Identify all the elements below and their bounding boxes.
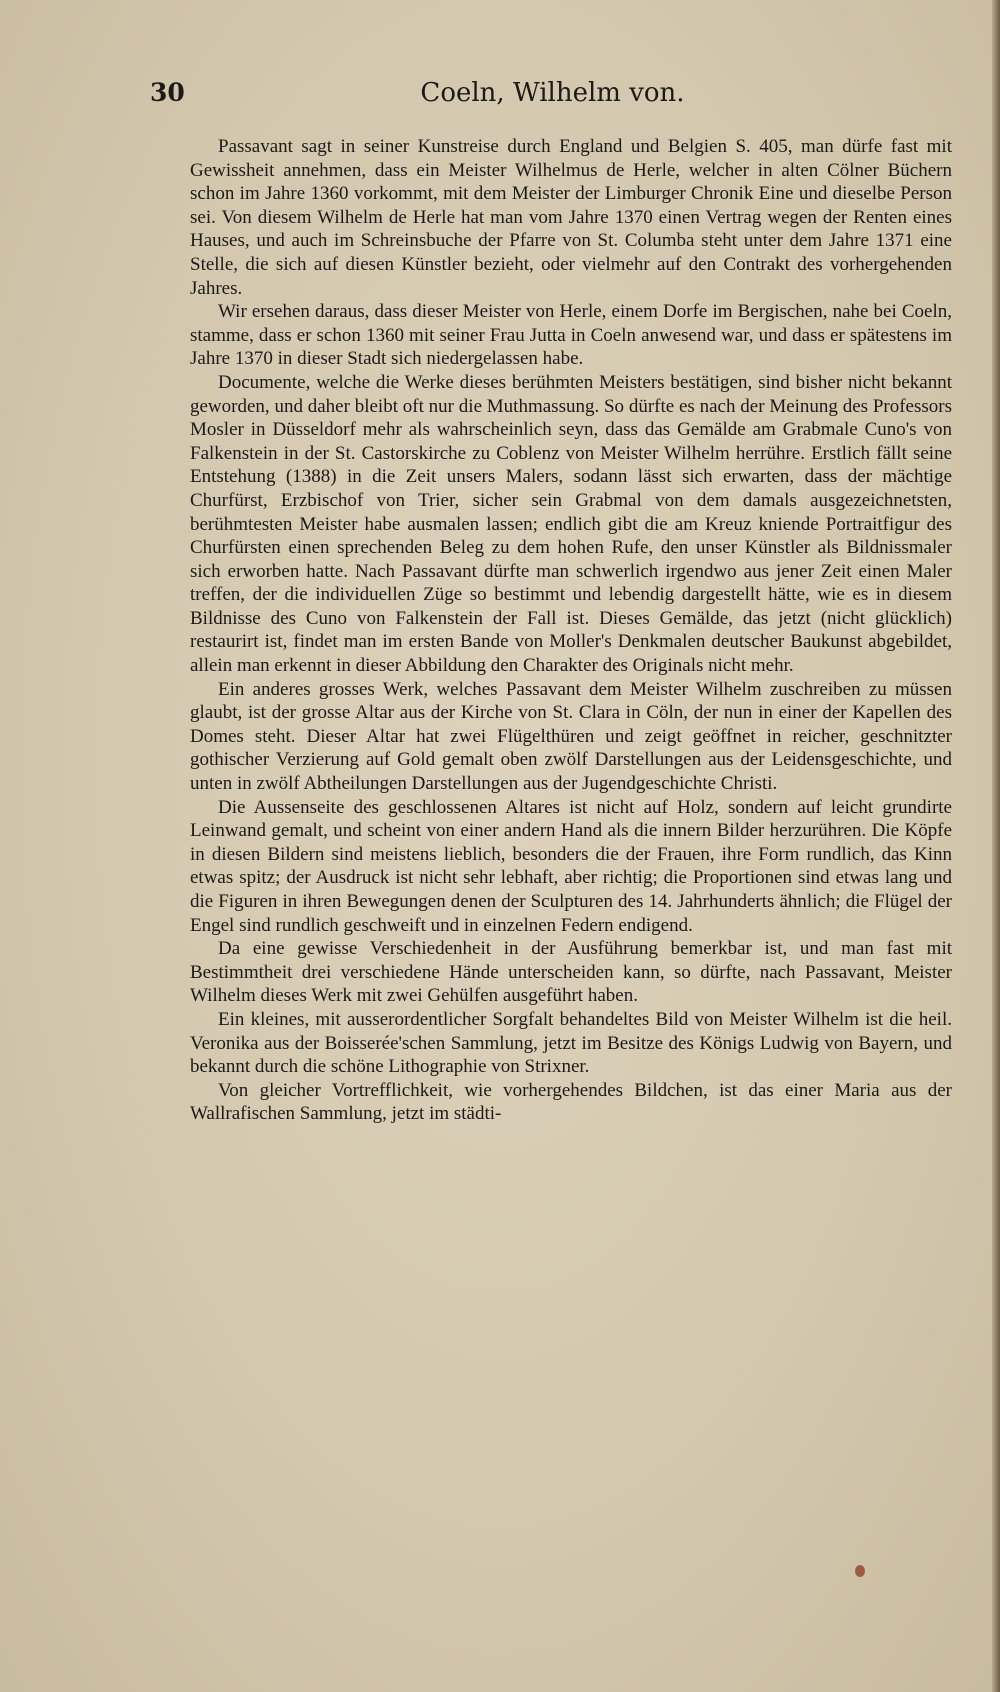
page-edge-shadow xyxy=(992,0,1000,1692)
paragraph: Ein anderes grosses Werk, welches Passavant dem Meister Wilhelm zuschreiben zu müssen glaubt, ist der grosse Altar aus der Kirche von St. Clara in Cöln, der nun in einer der Kapellen des Domes steht. Dieser Altar hat zwei Flügelthüren und zeigt geöffnet in reicher, geschnitzter gothischer Verzierung auf Gold gemalt oben zwölf Darstellungen aus der Leidensgeschichte, und unten in zwölf Abtheilungen Darstellungen aus der Jugendgeschichte Christi. xyxy=(190,678,952,795)
ink-blotch xyxy=(855,1565,865,1577)
page-header xyxy=(150,78,955,118)
paragraph: Ein kleines, mit ausserordentlicher Sorgfalt behandeltes Bild von Meister Wilhelm ist die heil. Veronika aus der Boisserée'schen Sammlung, jetzt im Besitze des Königs Ludwig von Bayern, und bekannt durch die schöne Lithographie von Strixner. xyxy=(190,1008,952,1078)
paragraph: Passavant sagt in seiner Kunstreise durch England und Belgien S. 405, man dürfe fast mit Gewissheit annehmen, dass ein Meister Wilhelmus de Herle, welcher in alten Cölner Büchern schon im Jahre 1360 vorkommt, mit dem Meister der Limburger Chronik Eine und dieselbe Person sei. Von diesem Wilhelm de Herle hat man vom Jahre 1370 einen Vertrag wegen der Renten eines Hauses, und auch im Schreinsbuche der Pfarre von St. Columba steht unter dem Jahre 1371 eine Stelle, die sich auf diesen Künstler bezieht, oder vielmehr auf den Contrakt des vorhergehenden Jahres. xyxy=(190,136,952,299)
body-text xyxy=(190,135,952,1126)
page-number: 30 xyxy=(150,78,185,107)
paragraph: Da eine gewisse Verschiedenheit in der Ausführung bemerkbar ist, und man fast mit Bestimmtheit drei verschiedene Hände unterscheiden kann, so dürfte, nach Passavant, Meister Wilhelm dieses Werk mit zwei Gehülfen ausgeführt haben. xyxy=(190,938,952,1007)
paragraph: Die Aussenseite des geschlossenen Altares ist nicht auf Holz, sondern auf leicht grundirte Leinwand gemalt, und scheint von einer andern Hand als die innern Bilder herzurühren. Die Köpfe in diesen Bildern sind meistens lieblich, besonders die der Frauen, ihre Form rundlich, das Kinn etwas spitz; der Ausdruck ist nicht sehr lebhaft, aber richtig; die Proportionen sind etwas lang und die Figuren in ihren Bewegungen denen der Sculpturen des 14. Jahrhunderts ähnlich; die Flügel der Engel sind rundlich geschweift und in einzelnen Federn endigend. xyxy=(190,796,952,936)
running-head: Coeln, Wilhelm von. xyxy=(420,78,685,108)
paragraph: Von gleicher Vortrefflichkeit, wie vorhergehendes Bildchen, ist das einer Maria aus der Wallrafischen Sammlung, jetzt im städti- xyxy=(190,1079,952,1125)
paragraph: Documente, welche die Werke dieses berühmten Meisters bestätigen, sind bisher nicht bekannt geworden, und daher bleibt oft nur die Muthmassung. So dürfte es nach der Meinung des Professors Mosler in Düsseldorf mehr als wahrscheinlich seyn, dass das Gemälde am Grabmale Cuno's von Falkenstein in der St. Castorskirche zu Coblenz von Meister Wilhelm herrühre. Erstlich fällt seine Entstehung (1388) in die Zeit unsers Malers, sodann lässt sich erwarten, dass der mächtige Churfürst, Erzbischof von Trier, sicher sein Grabmal von dem damals ausgezeichnetsten, berühmtesten Meister habe ausmalen lassen; endlich gibt die am Kreuz kniende Portraitfigur des Churfürsten einen sprechenden Beleg zu dem hohen Rufe, den unser Künstler als Bildnissmaler sich erworben hatte. Nach Passavant dürfte man schwerlich irgendwo aus jener Zeit einen Maler treffen, der die individuellen Züge so bestimmt und lebendig dargestellt hätte, wie es in diesem Bildnisse des Cuno von Falkenstein der Fall ist. Dieses Gemälde, das jetzt (nicht glücklich) restaurirt ist, findet man im ersten Bande von Moller's Denkmalen deutscher Baukunst abgebildet, allein man erkennt in dieser Abbildung den Charakter des Originals nicht mehr. xyxy=(190,371,952,677)
paragraph: Wir ersehen daraus, dass dieser Meister von Herle, einem Dorfe im Bergischen, nahe bei Coeln, stamme, dass er schon 1360 mit seiner Frau Jutta in Coeln anwesend war, und dass er spätestens im Jahre 1370 in dieser Stadt sich niedergelassen habe. xyxy=(190,301,952,370)
